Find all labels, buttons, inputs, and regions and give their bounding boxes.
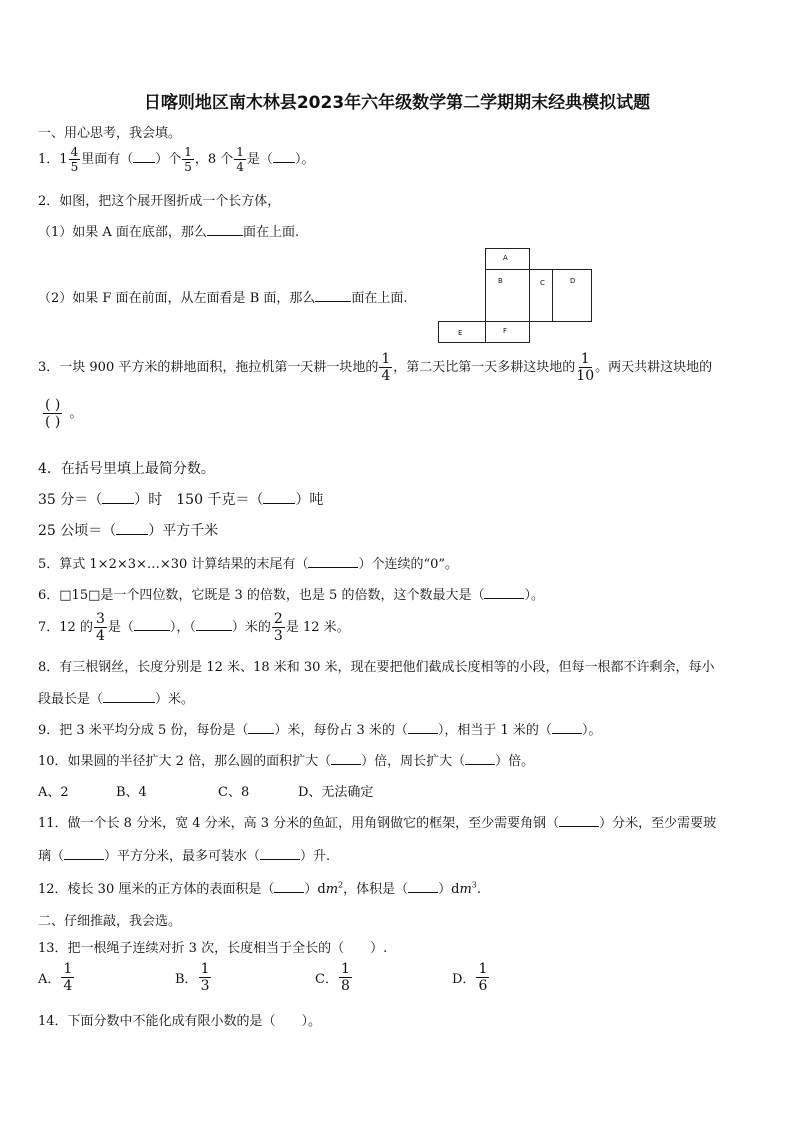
- q3-fraction-1: $\frac{1}{4}$: [381, 351, 391, 384]
- question-14: 14．下面分数中不能化成有限小数的是（ ）。: [38, 1014, 322, 1029]
- question-2: 2．如图，把这个展开图折成一个长方体，: [38, 194, 281, 209]
- q13-option-b[interactable]: B． $\frac{1}{3}$: [175, 961, 210, 994]
- q1-fraction-2: $\frac{1}{5}$: [184, 145, 192, 174]
- question-4: 4．在括号里填上最简分数。: [38, 461, 215, 477]
- page-title: 日喀则地区南木林县2023年六年级数学第二学期期末经典模拟试题: [143, 93, 651, 113]
- question-3: 3．一块 900 平方米的耕地面积，拖拉机第一天耕一块地的 $\frac{1}{4}$ ，第二天比第一天多耕这块地的 $\frac{1}{10}$ 。两天共耕这块地的: [38, 351, 713, 384]
- net-face-c: C: [529, 269, 553, 322]
- q7-fraction-2: $\frac{2}{3}$: [273, 611, 283, 644]
- net-face-b: B: [485, 269, 530, 322]
- question-10: 10．如果圆的半径扩大 2 倍，那么圆的面积扩大（ ）倍，周长扩大（ ）倍。: [38, 754, 535, 769]
- question-8-line-1: 8．有三根钢丝，长度分别是 12 米、18 米和 30 米，现在要把他们截成长度相等的小段，但每一根都不许剩余，每小: [38, 660, 715, 675]
- net-face-f: F: [485, 321, 530, 343]
- q3-fraction-2: $\frac{1}{10}$: [576, 351, 595, 384]
- q10-option-c[interactable]: C、8: [218, 785, 250, 800]
- net-face-d: D: [552, 269, 592, 322]
- question-8-line-2: 段最长是（ ）米。: [38, 692, 195, 707]
- question-4-line-2: 25 公顷＝（ ）平方千米: [38, 523, 219, 539]
- question-2-part-2: （2）如果 F 面在前面，从左面看是 B 面，那么 面在上面.: [38, 291, 408, 306]
- question-13-options: [38, 962, 558, 1002]
- q1-number: 1．: [38, 152, 60, 167]
- question-13: 13．把一根绳子连续对折 3 次，长度相当于全长的（ ）.: [38, 941, 388, 956]
- question-9: 9．把 3 米平均分成 5 份，每份是（ ）米，每份占 3 米的（ ），相当于 1 米的（ ）。: [38, 723, 602, 738]
- q1-fraction-1: $\frac{4}{5}$: [70, 145, 79, 174]
- q10-option-b[interactable]: B、4: [116, 785, 147, 800]
- q1-fraction-3: $\frac{1}{4}$: [236, 145, 244, 174]
- question-1: 1．1 $\frac{4}{5}$ 里面有（ ）个 $\frac{1}{5}$ ，8 个 $\frac{1}{4}$ 是（ ）。: [38, 145, 315, 174]
- section-heading-1: 一、用心思考，我会填。: [38, 126, 182, 141]
- question-12: 12．棱长 30 厘米的正方体的表面积是（ ）$dm^2$，体积是（ ）$dm^3$.: [38, 880, 482, 897]
- q7-fraction-1: $\frac{3}{4}$: [95, 611, 105, 644]
- section-heading-2: 二、仔细推敲，我会选。: [38, 914, 182, 929]
- question-6: 6．□15□是一个四位数，它既是 3 的倍数，也是 5 的倍数，这个数最大是（ ）。: [38, 588, 544, 603]
- q10-option-d[interactable]: D、无法确定: [298, 785, 374, 800]
- question-3-answer-fraction: $\frac{( )}{( )}$ 。: [45, 397, 83, 430]
- q13-option-c[interactable]: C． $\frac{1}{8}$: [315, 961, 350, 994]
- question-11-line-2: 璃（ ）平方分米，最多可装水（ ）升.: [38, 849, 331, 864]
- question-2-part-1: （1）如果 A 面在底部，那么 面在上面.: [38, 225, 300, 240]
- question-7: 7．12 的 $\frac{3}{4}$ 是（ ），（ ）米的 $\frac{2}{3}$ 是 12 米。: [38, 611, 350, 644]
- question-4-line-1: 35 分＝（ ）时 150 千克＝（ ）吨: [38, 492, 324, 508]
- q1-whole: 1: [59, 152, 68, 167]
- q10-option-a[interactable]: A、2: [38, 785, 69, 800]
- net-face-a: A: [485, 248, 530, 270]
- q13-option-d[interactable]: D． $\frac{1}{6}$: [452, 961, 488, 994]
- question-11-line-1: 11．做一个长 8 分米，宽 4 分米，高 3 分米的鱼缸，用角钢做它的框架，至少需要角钢（ ）分米，至少需要玻: [38, 816, 717, 831]
- net-face-e: E: [438, 321, 486, 343]
- q13-option-a[interactable]: A． $\frac{1}{4}$: [38, 961, 73, 994]
- question-5: 5．算式 1×2×3×…×30 计算结果的末尾有（ ）个连续的“0”。: [38, 557, 459, 572]
